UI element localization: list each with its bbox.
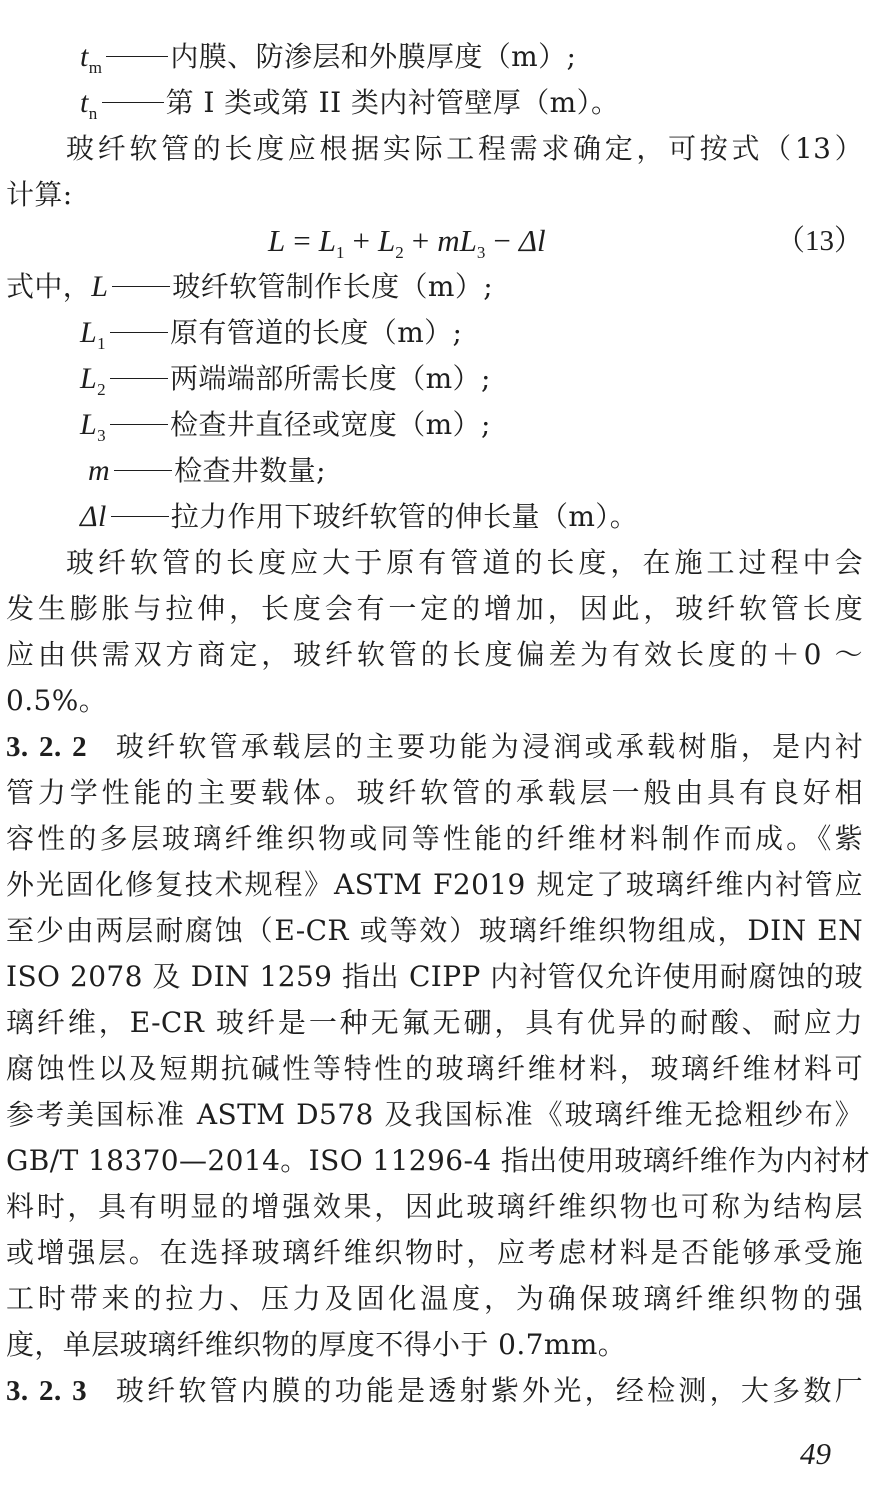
equation-number: （13）: [775, 225, 863, 257]
where-item-L3: [80, 402, 863, 448]
where-item-L2: [80, 356, 863, 402]
subscript: 2: [97, 380, 106, 399]
symbol: m: [88, 454, 111, 487]
where-item-m: [88, 448, 863, 494]
paragraph-line: 0.5%。: [6, 684, 108, 717]
definition-text: 检查井直径或宽度（m）;: [170, 408, 491, 441]
paragraph-line: 璃纤维，E-CR 玻纤是一种无氟无硼，具有优异的耐酸、耐应力: [6, 1006, 863, 1039]
where-item-L: [6, 264, 863, 310]
page-number: 49: [800, 1436, 831, 1471]
paragraph-line: 容性的多层玻璃纤维织物或同等性能的纤维材料制作而成。《紫: [6, 822, 863, 855]
paragraph-text: 玻纤软管内膜的功能是透射紫外光，经检测，大多数厂: [113, 1374, 863, 1407]
symbol: L: [80, 362, 98, 395]
where-prefix: 式中，: [6, 270, 92, 303]
em-dash: [110, 378, 168, 379]
em-dash: [112, 286, 170, 287]
where-item-L1: [80, 310, 863, 356]
section-number: 3. 2. 3: [6, 1375, 87, 1407]
subscript: 3: [97, 426, 106, 445]
where-item-delta-l: [80, 494, 863, 540]
paragraph-line: 玻纤软管的长度应大于原有管道的长度，在施工过程中会: [66, 546, 863, 579]
section-number: 3. 2. 2: [6, 731, 87, 763]
section-3-2-3-heading-line: [6, 1368, 863, 1414]
paragraph-line: ISO 2078 及 DIN 1259 指出 CIPP 内衬管仅允许使用耐腐蚀的玻: [6, 960, 863, 993]
definition-text: 第 I 类或第 II 类内衬管壁厚（m）。: [165, 86, 620, 119]
formula-symbol: Δl: [518, 223, 546, 258]
paragraph-line: 至少由两层耐腐蚀（E-CR 或等效）玻璃纤维织物组成，DIN EN: [6, 914, 863, 947]
subscript: n: [88, 104, 98, 123]
equation-13: [268, 218, 546, 264]
paragraph-line: 参考美国标准 ASTM D578 及我国标准《玻璃纤维无捻粗纱布》: [6, 1098, 863, 1131]
em-dash: [106, 56, 168, 57]
symbol: L: [80, 408, 98, 441]
subscript: m: [88, 58, 103, 77]
paragraph-line: 料时，具有明显的增强效果，因此玻璃纤维织物也可称为结构层: [6, 1190, 863, 1223]
paragraph-line: 工时带来的拉力、压力及固化温度，为确保玻璃纤维织物的强: [6, 1282, 863, 1315]
formula-symbol: L: [459, 223, 477, 258]
subscript: 2: [395, 243, 404, 262]
em-dash: [114, 470, 172, 471]
paragraph-line: GB/T 18370—2014。ISO 11296-4 指出使用玻璃纤维作为内衬材: [6, 1144, 871, 1177]
formula-operator: =: [293, 223, 311, 258]
formula-symbol: L: [377, 223, 396, 258]
definition-text: 玻纤软管制作长度（m）;: [172, 270, 494, 303]
paragraph-line: 管力学性能的主要载体。玻纤软管的承载层一般由具有良好相: [6, 776, 863, 809]
em-dash: [110, 424, 168, 425]
em-dash: [110, 332, 168, 333]
symbol: Δl: [80, 500, 107, 533]
paragraph-line: 发生膨胀与拉伸，长度会有一定的增加，因此，玻纤软管长度: [6, 592, 863, 625]
paragraph-line: 或增强层。在选择玻璃纤维织物时，应考虑材料是否能够承受施: [6, 1236, 863, 1269]
section-3-2-2-heading-line: [6, 724, 863, 770]
definition-text: 原有管道的长度（m）;: [170, 316, 463, 349]
formula-symbol: L: [318, 223, 336, 258]
definition-tn: [80, 80, 863, 126]
formula-symbol: m: [437, 223, 460, 258]
paragraph-line: 腐蚀性以及短期抗碱性等特性的玻璃纤维材料，玻璃纤维材料可: [6, 1052, 863, 1085]
definition-text: 内膜、防渗层和外膜厚度（m）;: [170, 40, 577, 73]
formula-operator: −: [493, 223, 511, 258]
em-dash: [111, 516, 169, 517]
symbol: t: [80, 40, 89, 73]
symbol: L: [80, 316, 98, 349]
definition-tm: [80, 34, 863, 80]
em-dash: [102, 102, 164, 103]
symbol: t: [80, 86, 89, 119]
definition-text: 两端端部所需长度（m）;: [170, 362, 491, 395]
subscript: 1: [335, 243, 345, 262]
symbol: L: [91, 270, 109, 303]
subscript: 3: [476, 243, 486, 262]
paragraph-line: 度，单层玻璃纤维织物的厚度不得小于 0.7mm。: [6, 1328, 627, 1361]
paragraph-text: 玻纤软管承载层的主要功能为浸润或承载树脂，是内衬: [113, 730, 863, 763]
subscript: 1: [97, 334, 106, 353]
formula-operator: +: [352, 223, 370, 258]
definition-text: 拉力作用下玻纤软管的伸长量（m）。: [170, 500, 639, 533]
formula-symbol: L: [268, 223, 286, 258]
paragraph-line: 玻纤软管的长度应根据实际工程需求确定，可按式（13）: [66, 132, 863, 165]
paragraph-line: 计算:: [6, 178, 73, 211]
paragraph-line: 应由供需双方商定，玻纤软管的长度偏差为有效长度的＋0 ～: [6, 638, 863, 671]
formula-operator: +: [411, 223, 430, 258]
paragraph-line: 外光固化修复技术规程》ASTM F2019 规定了玻璃纤维内衬管应: [6, 868, 863, 901]
definition-text: 检查井数量;: [174, 454, 326, 487]
